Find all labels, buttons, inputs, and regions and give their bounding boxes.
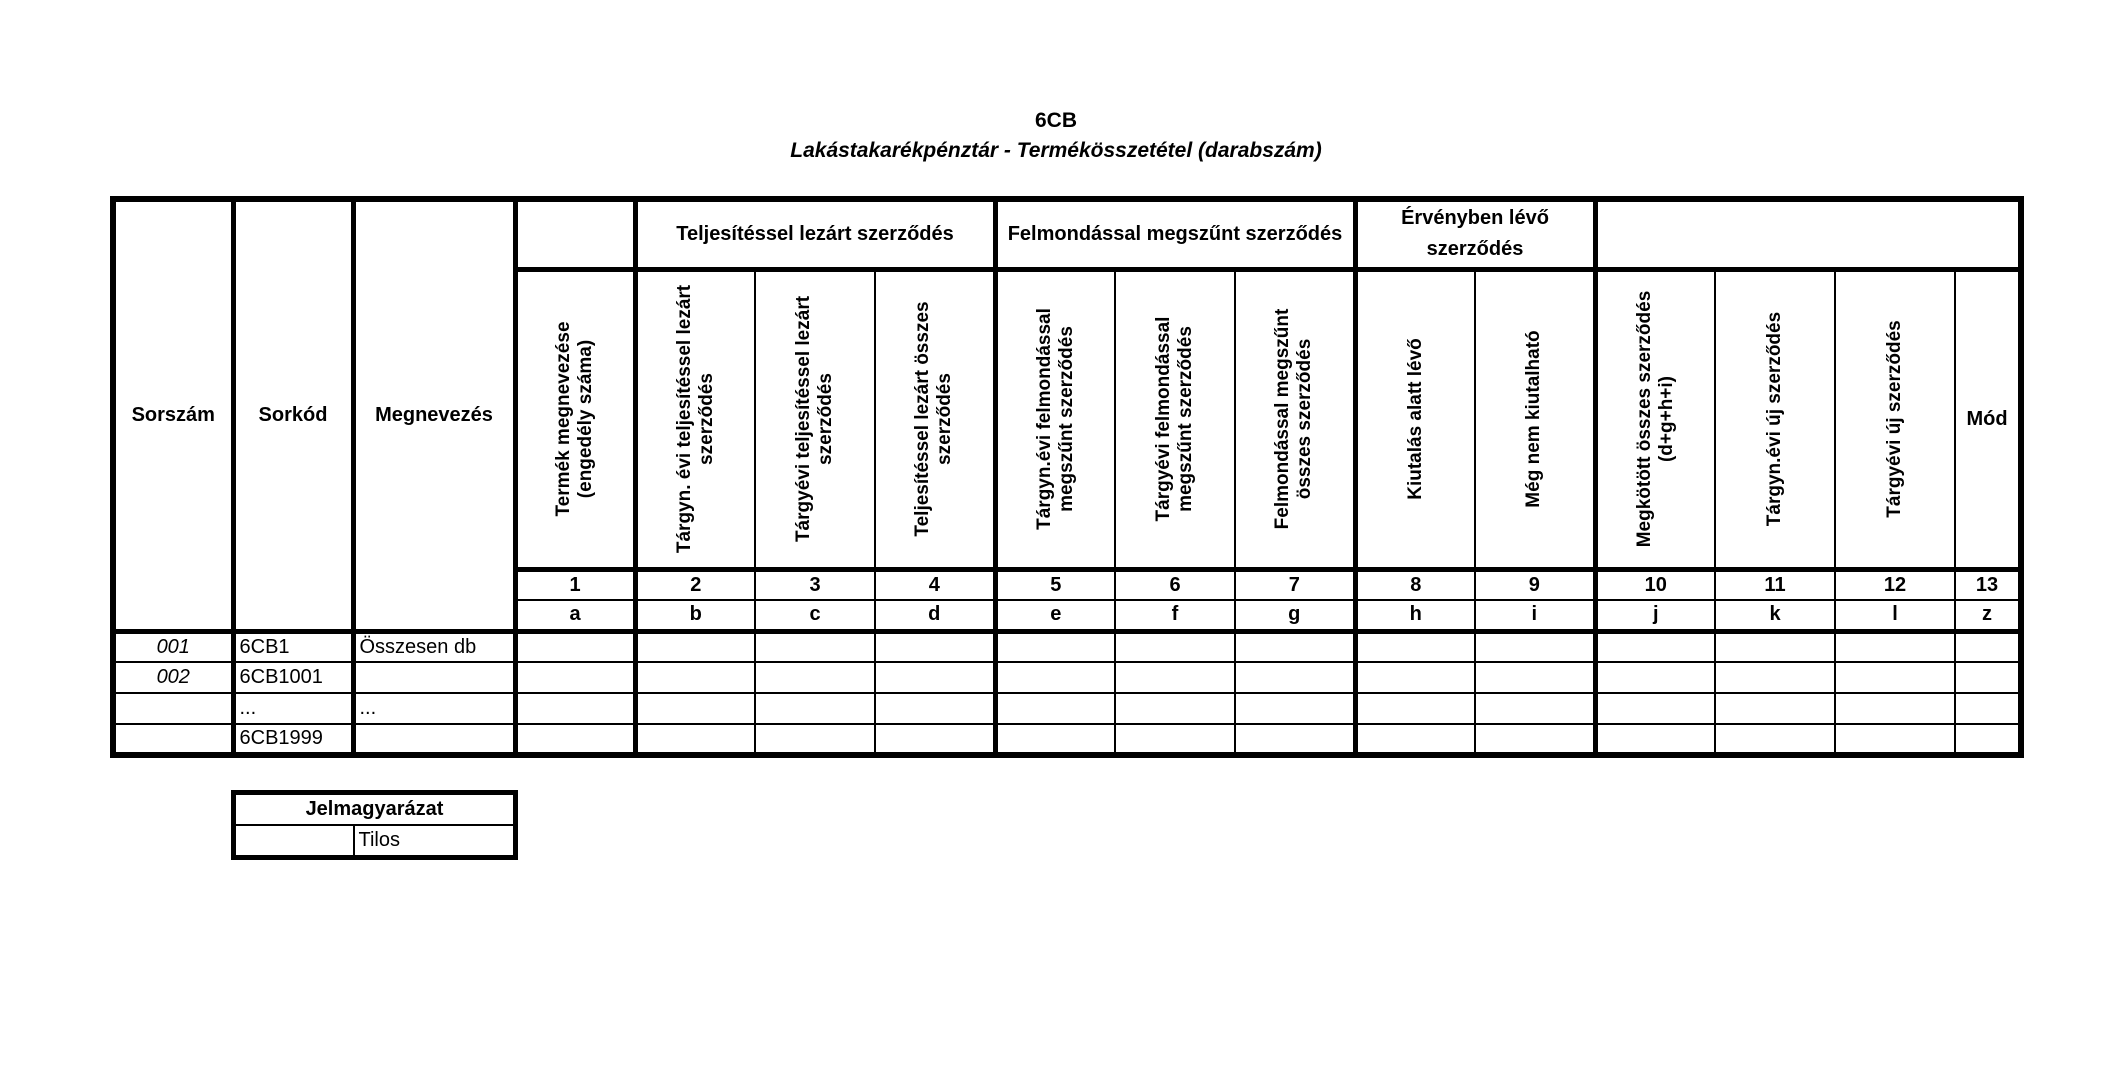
data-cell[interactable] xyxy=(1115,631,1235,662)
legend-table xyxy=(231,790,518,860)
data-cell[interactable] xyxy=(635,724,755,755)
table-row xyxy=(113,631,2021,662)
data-cell[interactable] xyxy=(1235,693,1355,724)
data-cell[interactable] xyxy=(875,662,995,693)
col-header-j-label: Megkötött összes szerződés (d+g+h+i) xyxy=(1633,290,1677,548)
data-cell[interactable] xyxy=(635,693,755,724)
col-letter: i xyxy=(1475,600,1595,631)
col-header-f-label: Tárgyévi felmondással megszűnt szerződés xyxy=(1153,316,1196,522)
data-cell[interactable] xyxy=(635,631,755,662)
col-letter: h xyxy=(1355,600,1475,631)
col-header-k xyxy=(1715,269,1835,569)
col-header-mod: Mód xyxy=(1955,269,2021,569)
legend-item-label: Tilos xyxy=(354,825,516,858)
table-row xyxy=(113,724,2021,755)
data-cell[interactable] xyxy=(515,662,635,693)
data-cell[interactable] xyxy=(1235,662,1355,693)
col-letter: k xyxy=(1715,600,1835,631)
col-header-h-label: Kiutalás alatt lévő xyxy=(1404,338,1426,500)
data-cell[interactable] xyxy=(995,693,1115,724)
col-letter: b xyxy=(635,600,755,631)
legend-title: Jelmagyarázat xyxy=(234,793,516,826)
col-header-e-label: Tárgyn.évi felmondással megszűnt szerződés xyxy=(1033,308,1077,530)
col-header-f xyxy=(1115,269,1235,569)
header-group-empty-a xyxy=(515,199,635,269)
col-number: 3 xyxy=(755,569,875,600)
data-cell[interactable] xyxy=(1355,693,1475,724)
header-group-empty-right xyxy=(1595,199,2021,269)
data-cell[interactable] xyxy=(1115,693,1235,724)
data-cell[interactable] xyxy=(1835,724,1955,755)
col-number: 8 xyxy=(1355,569,1475,600)
data-cell[interactable] xyxy=(875,631,995,662)
header-sorkod: Sorkód xyxy=(233,199,353,631)
row-sorszam: 001 xyxy=(113,631,233,662)
col-header-c-label: Tárgyévi teljesítéssel lezárt szerződés xyxy=(793,295,836,543)
header-group-teljesites: Teljesítéssel lezárt szerződés xyxy=(635,199,995,269)
data-cell[interactable] xyxy=(995,631,1115,662)
col-letter: e xyxy=(995,600,1115,631)
col-letter: d xyxy=(875,600,995,631)
col-number: 10 xyxy=(1595,569,1715,600)
report-code: 6CB xyxy=(1034,109,1077,132)
col-number: 11 xyxy=(1715,569,1835,600)
data-cell[interactable] xyxy=(1115,662,1235,693)
data-cell[interactable] xyxy=(1955,631,2021,662)
data-cell[interactable] xyxy=(1475,631,1595,662)
report-title: Lakástakarékpénztár - Termékösszetétel (darabszám) xyxy=(790,139,1322,162)
col-number: 12 xyxy=(1835,569,1955,600)
col-number: 6 xyxy=(1115,569,1235,600)
product-table xyxy=(110,196,2024,758)
data-cell[interactable] xyxy=(1595,693,1715,724)
data-cell[interactable] xyxy=(755,662,875,693)
col-header-j xyxy=(1595,269,1715,569)
data-cell[interactable] xyxy=(515,631,635,662)
data-cell[interactable] xyxy=(515,693,635,724)
col-header-b xyxy=(635,269,755,569)
data-cell[interactable] xyxy=(1355,724,1475,755)
data-cell[interactable] xyxy=(1115,724,1235,755)
col-header-i xyxy=(1475,269,1595,569)
data-cell[interactable] xyxy=(1475,724,1595,755)
data-cell[interactable] xyxy=(1595,724,1715,755)
col-header-g xyxy=(1235,269,1355,569)
col-number: 2 xyxy=(635,569,755,600)
col-number: 5 xyxy=(995,569,1115,600)
col-number: 9 xyxy=(1475,569,1595,600)
col-letter: f xyxy=(1115,600,1235,631)
row-sorszam xyxy=(113,693,233,724)
col-letter: j xyxy=(1595,600,1715,631)
col-number: 13 xyxy=(1955,569,2021,600)
col-number: 1 xyxy=(515,569,635,600)
row-sorszam xyxy=(113,724,233,755)
col-number: 4 xyxy=(875,569,995,600)
row-megnevezes: ... xyxy=(353,693,515,724)
data-cell[interactable] xyxy=(1955,662,2021,693)
legend-swatch xyxy=(234,825,354,858)
col-header-c xyxy=(755,269,875,569)
col-header-h xyxy=(1355,269,1475,569)
col-letter: z xyxy=(1955,600,2021,631)
data-cell[interactable] xyxy=(1835,662,1955,693)
col-header-e xyxy=(995,269,1115,569)
data-cell[interactable] xyxy=(755,631,875,662)
data-cell[interactable] xyxy=(1715,631,1835,662)
col-header-a-label: Termék megnevezése (engedély száma) xyxy=(553,321,596,517)
data-cell[interactable] xyxy=(875,724,995,755)
data-cell[interactable] xyxy=(995,724,1115,755)
data-cell[interactable] xyxy=(875,693,995,724)
col-header-l-label: Tárgyévi új szerződés xyxy=(1884,320,1905,518)
col-letter: g xyxy=(1235,600,1355,631)
data-cell[interactable] xyxy=(1355,631,1475,662)
data-cell[interactable] xyxy=(1595,662,1715,693)
table-row xyxy=(113,662,2021,693)
col-header-d-label: Teljesítéssel lezárt összes szerződés xyxy=(912,301,956,537)
header-group-ervenyben: Érvényben lévő szerződés xyxy=(1355,199,1595,269)
data-cell[interactable] xyxy=(635,662,755,693)
header-sorszam: Sorszám xyxy=(113,199,233,631)
data-cell[interactable] xyxy=(1595,631,1715,662)
data-cell[interactable] xyxy=(1235,724,1355,755)
data-cell[interactable] xyxy=(1715,662,1835,693)
data-cell[interactable] xyxy=(995,662,1115,693)
data-cell[interactable] xyxy=(515,724,635,755)
data-cell[interactable] xyxy=(1955,724,2021,755)
data-cell[interactable] xyxy=(1835,693,1955,724)
col-header-d xyxy=(875,269,995,569)
row-sorkod: 6CB1 xyxy=(233,631,353,662)
row-sorszam: 002 xyxy=(113,662,233,693)
header-group-felmondas: Felmondással megszűnt szerződés xyxy=(995,199,1355,269)
header-megnevezes: Megnevezés xyxy=(353,199,515,631)
table-row xyxy=(113,693,2021,724)
data-cell[interactable] xyxy=(755,724,875,755)
data-cell[interactable] xyxy=(1235,631,1355,662)
data-cell[interactable] xyxy=(1475,662,1595,693)
data-cell[interactable] xyxy=(1715,724,1835,755)
row-megnevezes xyxy=(353,724,515,755)
row-sorkod: ... xyxy=(233,693,353,724)
data-cell[interactable] xyxy=(1475,693,1595,724)
row-megnevezes: Összesen db xyxy=(353,631,515,662)
col-header-b-label: Tárgyn. évi teljesítéssel lezárt szerződés xyxy=(673,284,717,554)
col-header-a xyxy=(515,269,635,569)
row-sorkod: 6CB1001 xyxy=(233,662,353,693)
col-header-k-label: Tárgyn.évi új szerződés xyxy=(1764,311,1785,527)
row-sorkod: 6CB1999 xyxy=(233,724,353,755)
col-number: 7 xyxy=(1235,569,1355,600)
col-header-l xyxy=(1835,269,1955,569)
data-cell[interactable] xyxy=(1955,693,2021,724)
col-letter: a xyxy=(515,600,635,631)
data-cell[interactable] xyxy=(1355,662,1475,693)
data-cell[interactable] xyxy=(1835,631,1955,662)
data-cell[interactable] xyxy=(755,693,875,724)
data-cell[interactable] xyxy=(1715,693,1835,724)
col-header-i-label: Még nem kiutalható xyxy=(1523,330,1545,508)
col-letter: l xyxy=(1835,600,1955,631)
col-header-g-label: Felmondással megszűnt összes szerződés xyxy=(1272,308,1316,530)
row-megnevezes xyxy=(353,662,515,693)
col-letter: c xyxy=(755,600,875,631)
